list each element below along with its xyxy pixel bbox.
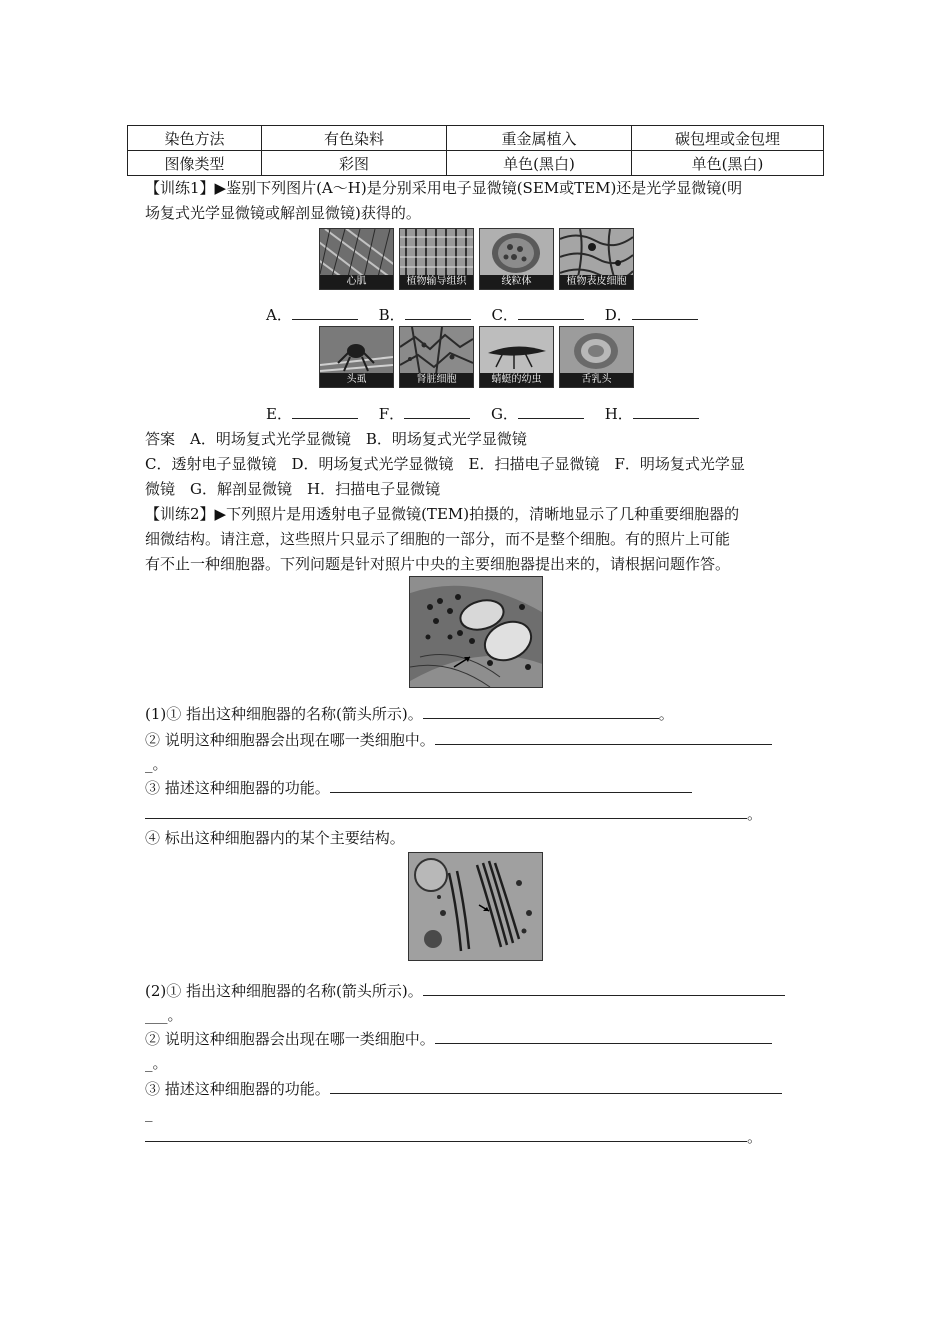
tem-photo-chloroplast bbox=[409, 576, 543, 688]
q2-a-answer-field[interactable] bbox=[423, 981, 785, 996]
punctuation: 。 bbox=[658, 705, 674, 723]
table-cell: 重金属植入 bbox=[447, 126, 632, 151]
q2-a-line bbox=[145, 981, 785, 1001]
table-cell: 彩图 bbox=[262, 151, 447, 176]
answer-blanks-row-2 bbox=[266, 403, 715, 424]
punctuation: 。 bbox=[747, 805, 763, 823]
table-row bbox=[128, 151, 824, 176]
q2-c-answer-field-2[interactable] bbox=[145, 1127, 747, 1142]
train2-line1: 【训练2】▶下列照片是用透射电子显微镜(TEM)拍摄的，清晰地显示了几种重要细胞器的 bbox=[145, 505, 740, 523]
thumb-tongue-papilla bbox=[559, 326, 634, 388]
blank-label: A． bbox=[266, 306, 292, 324]
answer-blank-f[interactable] bbox=[404, 404, 470, 419]
blank-label: F． bbox=[378, 405, 405, 423]
question-text: ② 说明这种细胞器会出现在哪一类细胞中。 bbox=[145, 1030, 435, 1048]
thumb-caption: 肾脏细胞 bbox=[400, 373, 473, 387]
table-cell: 图像类型 bbox=[128, 151, 262, 176]
q1-a-line bbox=[145, 704, 674, 724]
answer-line3: 微镜 G．解剖显微镜 H．扫描电子显微镜 bbox=[145, 480, 441, 498]
train2-line3: 有不止一种细胞器。下列问题是针对照片中央的主要细胞器提出来的，请根据问题作答。 bbox=[145, 555, 731, 573]
blank-label: D． bbox=[604, 306, 632, 324]
question-text: (2)① 指出这种细胞器的名称(箭头所示)。 bbox=[145, 982, 423, 1000]
table-cell: 有色染料 bbox=[262, 126, 447, 151]
answer-blank-g[interactable] bbox=[518, 404, 584, 419]
answer-blank-h[interactable] bbox=[633, 404, 699, 419]
q1-c-answer-field[interactable] bbox=[330, 778, 692, 793]
answer-line2: C．透射电子显微镜 D．明场复式光学显微镜 E．扫描电子显微镜 F．明场复式光学显 bbox=[145, 455, 745, 473]
train2-line2: 细微结构。请注意，这些照片只显示了细胞的一部分，而不是整个细胞。有的照片上可能 bbox=[145, 530, 731, 548]
thumb-caption: 植物输导组织 bbox=[400, 275, 473, 289]
staining-table bbox=[127, 125, 824, 176]
thumb-caption: 心肌 bbox=[320, 275, 393, 289]
blank-label: B． bbox=[378, 306, 405, 324]
q2-c-answer-field[interactable] bbox=[330, 1079, 782, 1094]
answer-blanks-row-1 bbox=[266, 304, 714, 325]
q2-c-line bbox=[145, 1079, 782, 1099]
answer-blank-b[interactable] bbox=[405, 305, 471, 320]
answer-blank-d[interactable] bbox=[632, 305, 698, 320]
q2-c-continued bbox=[145, 1127, 762, 1147]
table-row bbox=[128, 126, 824, 151]
q1-b-answer-field[interactable] bbox=[435, 730, 772, 745]
table-cell: 染色方法 bbox=[128, 126, 262, 151]
thumb-vascular-tissue bbox=[399, 228, 474, 290]
blank-label: H． bbox=[604, 405, 633, 423]
q1-c-continued bbox=[145, 804, 762, 824]
thumb-caption: 蜻蜓的幼虫 bbox=[480, 373, 553, 387]
table-cell: 单色(黑白) bbox=[447, 151, 632, 176]
thumb-mitochondrion bbox=[479, 228, 554, 290]
q2-a-end: ___。 bbox=[145, 1006, 183, 1024]
thumb-caption: 舌乳头 bbox=[560, 373, 633, 387]
answer-blank-c[interactable] bbox=[518, 305, 584, 320]
thumb-kidney-cells bbox=[399, 326, 474, 388]
thumb-head-louse bbox=[319, 326, 394, 388]
punctuation: 。 bbox=[747, 1128, 763, 1146]
thumb-epidermal-cells bbox=[559, 228, 634, 290]
table-cell: 碳包埋或金包埋 bbox=[632, 126, 824, 151]
q1-c-line bbox=[145, 778, 692, 798]
q1-c-answer-field-2[interactable] bbox=[145, 804, 747, 819]
q2-b-answer-field[interactable] bbox=[435, 1029, 772, 1044]
q2-c-dash: _ bbox=[145, 1104, 153, 1122]
thumb-dragonfly-larva bbox=[479, 326, 554, 388]
thumb-cardiac-muscle bbox=[319, 228, 394, 290]
q1-b-line bbox=[145, 730, 772, 750]
q2-b-line bbox=[145, 1029, 772, 1049]
blank-label: G． bbox=[490, 405, 518, 423]
train1-line2: 场复式光学显微镜或解剖显微镜)获得的。 bbox=[145, 204, 421, 222]
q1-b-end: _。 bbox=[145, 755, 168, 773]
question-text: ③ 描述这种细胞器的功能。 bbox=[145, 1080, 330, 1098]
thumb-caption: 线粒体 bbox=[480, 275, 553, 289]
answer-blank-a[interactable] bbox=[292, 305, 358, 320]
question-text: (1)① 指出这种细胞器的名称(箭头所示)。 bbox=[145, 705, 423, 723]
train1-line1: 【训练1】▶鉴别下列图片(A～H)是分别采用电子显微镜(SEM或TEM)还是光学显微镜(明 bbox=[145, 179, 743, 197]
question-text: ③ 描述这种细胞器的功能。 bbox=[145, 779, 330, 797]
question-text: ② 说明这种细胞器会出现在哪一类细胞中。 bbox=[145, 731, 435, 749]
blank-label: E． bbox=[266, 405, 292, 423]
tem-photo-golgi bbox=[408, 852, 543, 961]
q1-d-line: ④ 标出这种细胞器内的某个主要结构。 bbox=[145, 829, 405, 847]
thumb-caption: 植物表皮细胞 bbox=[560, 275, 633, 289]
q1-a-answer-field[interactable] bbox=[423, 704, 659, 719]
q2-b-end: _。 bbox=[145, 1054, 168, 1072]
table-cell: 单色(黑白) bbox=[632, 151, 824, 176]
blank-label: C． bbox=[491, 306, 518, 324]
answer-blank-e[interactable] bbox=[292, 404, 358, 419]
thumb-caption: 头虱 bbox=[320, 373, 393, 387]
answer-line1: 答案 A．明场复式光学显微镜 B．明场复式光学显微镜 bbox=[145, 430, 527, 448]
